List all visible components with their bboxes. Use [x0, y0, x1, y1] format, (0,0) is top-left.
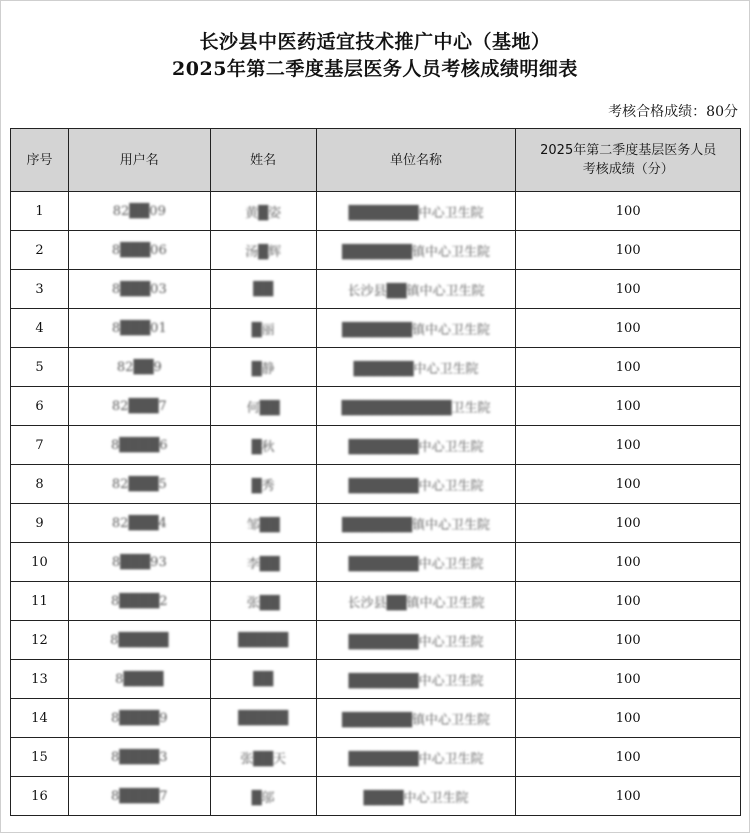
cell-name: 张██ [210, 582, 316, 621]
table-row [11, 738, 741, 777]
cell-username: 8████6 [68, 426, 210, 465]
cell-username: 82███4 [68, 504, 210, 543]
cell-username: 8███01 [68, 309, 210, 348]
cell-name: █丽 [210, 309, 316, 348]
cell-score: 100 [516, 582, 741, 621]
cell-unit: 长沙县██镇中心卫生院 [316, 582, 516, 621]
cell-score: 100 [516, 348, 741, 387]
cell-name: █邬 [210, 777, 316, 816]
cell-score: 100 [516, 504, 741, 543]
header-score [516, 129, 741, 192]
cell-score: 100 [516, 777, 741, 816]
table-row [11, 426, 741, 465]
cell-username: 8█████ [68, 621, 210, 660]
cell-score: 100 [516, 309, 741, 348]
score-table [10, 128, 741, 816]
cell-index: 6 [11, 387, 69, 426]
cell-index: 15 [11, 738, 69, 777]
cell-name: ██ [210, 660, 316, 699]
cell-index: 14 [11, 699, 69, 738]
cell-score: 100 [516, 660, 741, 699]
cell-name: 邹██ [210, 504, 316, 543]
cell-score: 100 [516, 738, 741, 777]
cell-score: 100 [516, 465, 741, 504]
cell-name: 何██ [210, 387, 316, 426]
table-row [11, 543, 741, 582]
cell-name: █████ [210, 699, 316, 738]
cell-index: 4 [11, 309, 69, 348]
cell-name: █秀 [210, 465, 316, 504]
cell-score: 100 [516, 231, 741, 270]
cell-unit: ███████镇中心卫生院 [316, 699, 516, 738]
table-row [11, 504, 741, 543]
cell-index: 3 [11, 270, 69, 309]
cell-index: 9 [11, 504, 69, 543]
cell-username: 8████9 [68, 699, 210, 738]
cell-index: 16 [11, 777, 69, 816]
document-title-line1: 长沙县中医药适宜技术推广中心（基地） [199, 31, 551, 53]
cell-score: 100 [516, 426, 741, 465]
cell-username: 82██9 [68, 348, 210, 387]
table-row [11, 348, 741, 387]
cell-name: █秋 [210, 426, 316, 465]
cell-index: 2 [11, 231, 69, 270]
cell-username: 82███7 [68, 387, 210, 426]
cell-unit: ███████镇中心卫生院 [316, 309, 516, 348]
table-row [11, 465, 741, 504]
cell-username: 8███03 [68, 270, 210, 309]
cell-score: 100 [516, 270, 741, 309]
cell-index: 13 [11, 660, 69, 699]
pass-score-note: 考核合格成绩：80分 [608, 104, 738, 120]
cell-name: █████ [210, 621, 316, 660]
cell-unit: ███████镇中心卫生院 [316, 231, 516, 270]
cell-score: 100 [516, 192, 741, 231]
cell-name: █静 [210, 348, 316, 387]
cell-index: 7 [11, 426, 69, 465]
cell-unit: ███████████卫生院 [316, 387, 516, 426]
cell-username: 8████ [68, 660, 210, 699]
table-row [11, 621, 741, 660]
cell-username: 8████7 [68, 777, 210, 816]
cell-username: 82███5 [68, 465, 210, 504]
cell-unit: ██████中心卫生院 [316, 348, 516, 387]
table-row [11, 777, 741, 816]
cell-unit: ███████镇中心卫生院 [316, 504, 516, 543]
cell-unit: ███████中心卫生院 [316, 426, 516, 465]
cell-name: 汤█辉 [210, 231, 316, 270]
cell-index: 11 [11, 582, 69, 621]
cell-unit: ███████中心卫生院 [316, 543, 516, 582]
cell-index: 5 [11, 348, 69, 387]
cell-index: 10 [11, 543, 69, 582]
table-row [11, 309, 741, 348]
cell-name: 张██天 [210, 738, 316, 777]
cell-username: 8███06 [68, 231, 210, 270]
cell-unit: ███████中心卫生院 [316, 465, 516, 504]
cell-index: 1 [11, 192, 69, 231]
cell-score: 100 [516, 621, 741, 660]
cell-unit: ███████中心卫生院 [316, 192, 516, 231]
cell-unit: ███████中心卫生院 [316, 660, 516, 699]
cell-unit: ███████中心卫生院 [316, 621, 516, 660]
header-score-line1: 2025年第二季度基层医务人员 [540, 143, 717, 158]
table-row [11, 582, 741, 621]
table-row [11, 387, 741, 426]
cell-score: 100 [516, 699, 741, 738]
table-row [11, 231, 741, 270]
table-row [11, 699, 741, 738]
cell-name: 黄█姿 [210, 192, 316, 231]
cell-unit: ███████中心卫生院 [316, 738, 516, 777]
cell-index: 12 [11, 621, 69, 660]
header-name: 姓名 [210, 129, 316, 192]
table-row [11, 660, 741, 699]
cell-username: 8████3 [68, 738, 210, 777]
cell-name: ██ [210, 270, 316, 309]
cell-unit: 长沙县██镇中心卫生院 [316, 270, 516, 309]
cell-score: 100 [516, 543, 741, 582]
cell-username: 82██09 [68, 192, 210, 231]
table-row [11, 270, 741, 309]
header-unit: 单位名称 [316, 129, 516, 192]
header-username: 用户名 [68, 129, 210, 192]
table-row [11, 192, 741, 231]
header-index: 序号 [11, 129, 69, 192]
cell-index: 8 [11, 465, 69, 504]
cell-username: 8███93 [68, 543, 210, 582]
table-header-row [11, 129, 741, 192]
cell-username: 8████2 [68, 582, 210, 621]
header-score-line2: 考核成绩（分） [582, 162, 674, 177]
cell-unit: ████中心卫生院 [316, 777, 516, 816]
cell-score: 100 [516, 387, 741, 426]
cell-name: 李██ [210, 543, 316, 582]
document-title-line2: 2025年第二季度基层医务人员考核成绩明细表 [172, 58, 578, 80]
